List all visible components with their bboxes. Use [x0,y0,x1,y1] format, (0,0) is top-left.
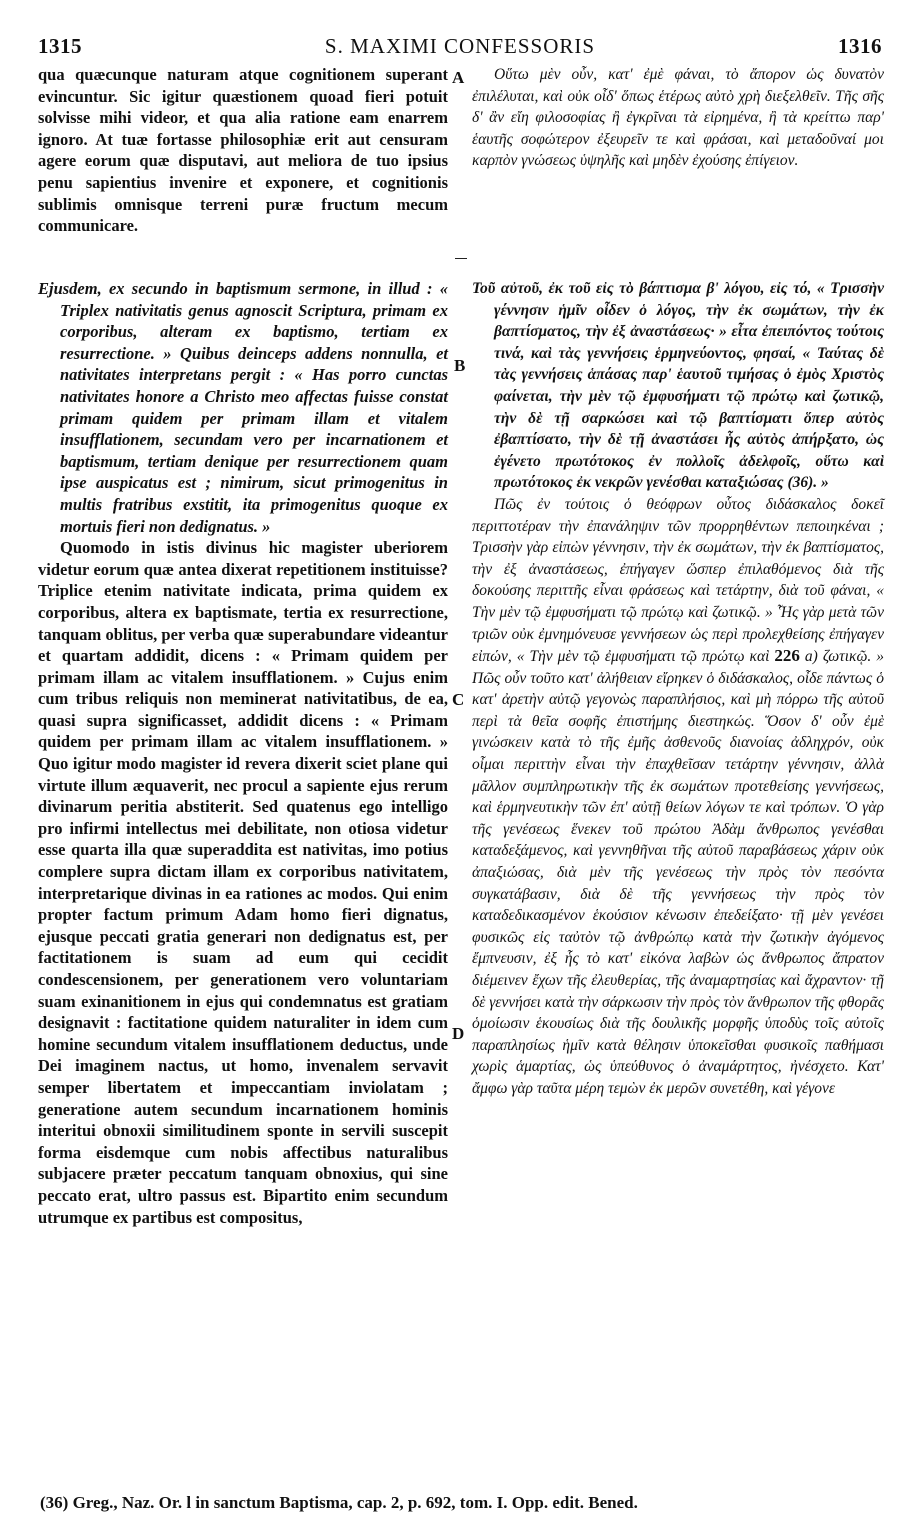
section-marker-b: B [454,356,466,375]
page-header [38,34,882,62]
greek-paragraph-3 [472,494,884,1100]
section-marker-d: D [452,1024,465,1043]
greek-paragraph-3-part-a: Πῶς ἐν τούτοις ὁ θεόφρων οὗτος διδάσκαλος δοκεῖ περιττοτέραν τὴν ἐπανάληψιν τῶν προρρηθέντων πεποιηκέναι ; Τρισσὴν γὰρ εἰπὼν γέννησιν, τὴν ἐκ σωμάτων, τὴν ἐκ βαπτίσματος, τὴν ἐξ ἀναστάσεως, ἐπήγαγεν ὥσπερ ἐπιλαθόμενος διὰ τῆς δοκούσης περιττῆς εἶναι φράσεως καὶ τετάρτην, διὰ τοῦ φάναι, « Τὴν μὲν τῷ ἐμφυσήματι τῷ πρώτῳ καὶ ζωτικῷ. » Ἧς γὰρ μετὰ τῶν τριῶν οὐκ ἐμνημόνευσε γεννήσεων ὡς περὶ προλεχθείσης ἐπήγαγεν εἰπών, « Τὴν μὲν τῷ ἐμφυσήματι τῷ πρώτῳ καὶ [472,495,884,666]
latin-column-intro [38,64,448,237]
column-separator-dash [455,258,467,259]
latin-heading-paragraph: Ejusdem, ex secundo in baptismum sermone, in illud : « Triplex nativitatis genus agnoscit Scriptura, primam ex corporibus, alteram ex baptismo, tertiam ex resurrectione. » Quibus deinceps addens nonnulla, et nativitates interpretans pergit : « Has porro cunctas nativitates honore a Christo meo affectas fuisse constat primam quidem per primam illam et vitalem insufflationem, secundam vero per incarnationem et baptismum, tertiam denique per resurrectionem quam ipse auspicatus est ; nimirum, sicut primogenitus in multis fratribus exstitit, ita primogenitus quoque ex mortuis fieri non dedignatus. » [38,279,448,536]
greek-heading-paragraph: Τοῦ αὐτοῦ, ἐκ τοῦ εἰς τὸ βάπτισμα β' λόγου, εἰς τό, « Τρισσὴν γέννησιν ἡμῖν οἶδεν ὁ λόγος, τὴν ἐκ σωμάτων, τὴν ἐκ βαπτίσματος, τὴν ἐξ ἀναστάσεως· » εἶτα ἐπειπόντος τούτοις τινά, καὶ τὰς γεννήσεις ἑρμηνεύοντος, φησαί, « Ταύτας δὲ τὰς γεννήσεις ἁπάσας παρ' ἑαυτοῦ τιμήσας ὁ ἐμὸς Χριστὸς φαίνεται, τὴν μὲν τῷ ἐμφυσήματι τῷ πρώτῳ καὶ ζωτικῷ, τὴν δὲ τῇ σαρκώσει καὶ τῷ βαπτίσματι ὅπερ αὐτὸς ἐβαπτίσατο, τὴν δὲ τῇ ἀναστάσει ἧς αὐτὸς ἀπήρξατο, ὡς ἐγένετο πρωτότοκος ἐν πολλοῖς ἀδελφοῖς, οὕτω καὶ πρωτότοκος ἐκ νεκρῶν γενέσθαι καταξιώσας (36). » [472,280,884,492]
greek-paragraph-1: Οὕτω μὲν οὖν, κατ' ἐμὲ φάναι, τὸ ἄπορον ὡς δυνατὸν ἐπιλέλυται, καὶ οὐκ οἶδ' ὅπως ἑτέρως αὐτὸ χρὴ διεξελθεῖν. Τῆς σῆς δ' ἂν εἴη φιλοσοφίας ἢ ἐγκρῖναι τὰ εἰρημένα, ἢ τὰ κρείττω παρ' ἑαυτῆς σοφώτερον ἐξευρεῖν τε καὶ φράσαι, καὶ μεταδοῦναί μοι καρπὸν γνώσεως ὑψηλῆς καὶ μηδὲν ἐχούσης ἐπίγειον. [472,66,884,170]
greek-column-intro [472,64,884,172]
running-title: S. MAXIMI CONFESSORIS [324,34,596,58]
latin-paragraph-1: qua quæcunque naturam atque cognitionem superant evincuntur. Sic igitur quæstionem quoad fieri potuit solvisse mihi videor, et qua alia ratione eam enarrem ignoro. At tuæ fortasse philosophiæ erit aut censuram agere eorum quæ disputavi, aut meliora de tuo ipsius penu sapientius invenire et exponere, et cognitionis sublimis omnisque terreni puræ fructum mecum communicare. [38,65,448,236]
latin-column-main [38,278,448,1228]
column-number-marker: 226 [774,646,800,666]
page-number-right: 1316 [838,34,882,58]
column-number-letter: a) [799,648,818,666]
section-marker-a: A [452,68,465,87]
greek-column-main [472,278,884,1100]
latin-paragraph-3: Quomodo in istis divinus hic magister uberiorem videtur eorum quæ antea dixerat repetitionem instituisse? Triplice etenim nativitate indicata, prima quidem ex corporibus, altera ex baptismate, tertia ex resurrectione, tanquam oblitus, per verba quæ superabundare videantur et quartam addidit, dicens : « Primam quidem per primam illam ac vitalem insufflationem. » Cujus enim cum tribus reliquis non meminerat nativitatibus, de ea, quasi supra significasset, addidit dicens : « Primam quidem per primam illam ac vitalem insufflationem. » Quo igitur modo magister id revera dixerit sciet plane qui virtute illum æquaverit, nec procul a sapiente ejus rerum divinarum peritia abstiterit. Sed quatenus ego intelligo pro infirmi intellectus mei debilitate, non otiosa videtur esse quarta illa quæ superaddita est nativitas, imo potius complere supra dictam illam ex corporibus nativitatem, interpretarique divinas in ea rationes ac modos. Qui enim propter factum primum Adam homo fieri dignatus, ejusque peccati gratia generari non dedignatus est, per factitationem is suam ad eum qui cecidit condescensionem, per generationem vero voluntariam suam exinanitionem in ejus qui condemnatus est gratiam designavit : factitatione quidem naturaliter in idem cum homine secundum vitalem insufflationem deductus, unde Dei imaginem nactus, ut homo, invenalem servavit semper libertatem et impeccantiam inviolatam ; generatione autem secundum incarnationem hominis interitui obnoxii similitudinem sponte in servili suscepit forma eisdemque cum nobis affectibus naturalibus subjacere præter peccatum tanquam obnoxius, qui sine peccato erat, ultro passus est. Bipartito enim secundum utrumque ex partibus est compositus, [38,538,448,1227]
footnote: (36) Greg., Naz. Or. l in sanctum Baptisma, cap. 2, p. 692, tom. I. Opp. edit. Bened. [40,1493,638,1512]
greek-paragraph-3-part-b: ζωτικῷ. » Πῶς οὖν τοῦτο κατ' ἀλήθειαν εἴρηκεν ὁ διδάσκαλος, οἶδε πάντως ὁ κατ' ἀρετὴν αὐτῷ γεγονὼς παραπλήσιος, καὶ μὴ πόρρω τῆς αὐτοῦ περὶ τὰ θεῖα σοφῆς ἐπιστήμης διεστηκώς. Ὅσον δ' οὖν ἐμὲ γινώσκειν κατὰ τὸ τῆς ἐμῆς ἀσθενοῦς διανοίας ἀδληχρόν, οὐκ οἶμαι περιττὴν εἶναι τὴν ἐπαχθεῖσαν τετάρτην γέννησιν, ἀλλὰ μᾶλλον συμπληρωτικὴν τῆς ἐκ σωμάτων προτεθείσης γεννήσεως, καὶ ἑρμηνευτικὴν τῶν ἐπ' αὐτῇ θείων λόγων τε καὶ τρόπων. Ὁ γὰρ τῆς γενέσεως ἕνεκεν τοῦ πρώτου Ἀδὰμ ἄνθρωπος γενέσθαι καταδεξάμενος, καὶ γεννηθῆναι τῆς αὐτοῦ παραβάσεως χάριν οὐκ ἀπαξιώσας, διὰ μὲν τῆς γενέσεως τὴν πρὸς τὸν πεσόντα συγκατάβασιν, διὰ δὲ τῆς γεννήσεως τὴν πρὸς τὸν καταδεδικασμένον ἑκούσιον κένωσιν ἐπεδείξατο· τῇ μὲν γενέσει φυσικῶς εἰς ταὐτὸν τῷ ἀνθρώπῳ κατὰ τὴν ζωτικὴν ἀγόμενος ἔμπνευσιν, ἐξ ἧς τὸ κατ' εἰκόνα λαβὼν ὡς ἄνθρωπος ἄπρατον διέμεινεν ἔχων τῆς ἐλευθερίας, τῆς ἀναμαρτησίας καὶ ἄχραντον· τῇ δὲ γεννήσει κατὰ τὴν σάρκωσιν τὴν πρὸς τὸν ἄνθρωπον τῆς φθορᾶς ὁμοίωσιν ἑκουσίως διὰ τῆς δουλικῆς μορφῆς ὑποδὺς τοῖς αὐτοῖς παραπλησίως ἡμῖν κατὰ θέλησιν ὑποκεῖσθαι φυσικοῖς παθήμασι χωρὶς ἁμαρτίας, ὡς ὑπεύθυνος ὁ ἀναμάρτητος, ἠνέσχετο. Κατ' ἄμφω γὰρ ταῦτα μέρη τεμὼν ἐκ μερῶν συνετέθη, καὶ γέγονε [472,648,884,1097]
page-number-left: 1315 [38,34,82,58]
section-marker-c: C [452,690,465,709]
